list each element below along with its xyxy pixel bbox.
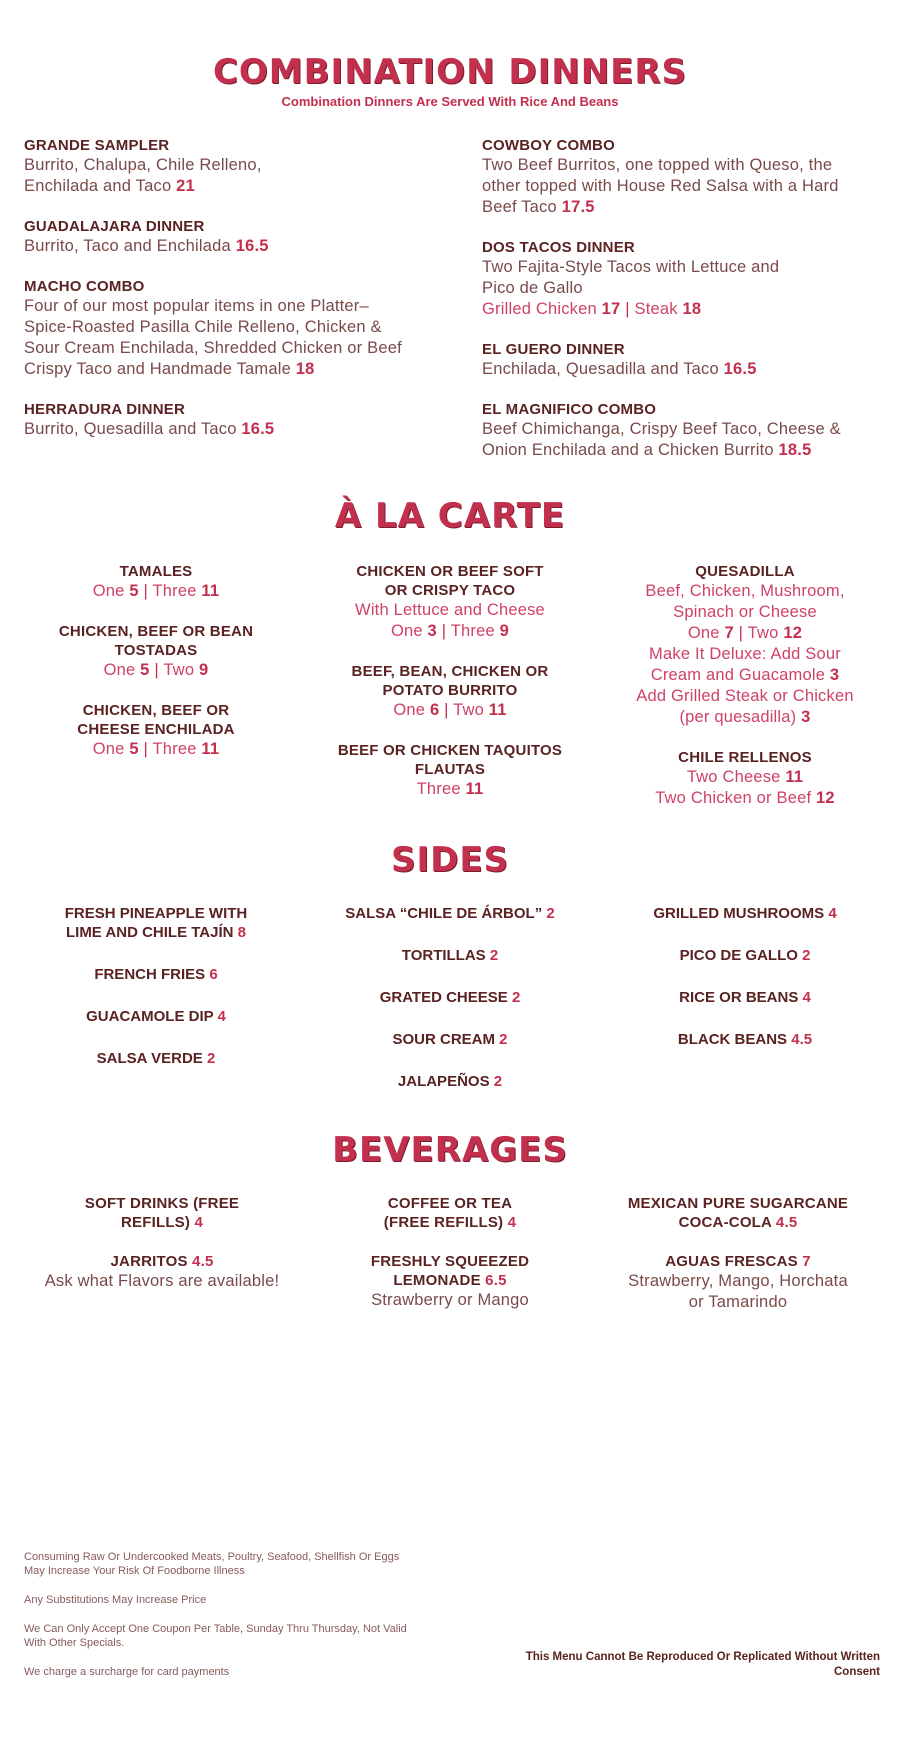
alacarte-column-1 [16, 562, 296, 780]
side-item: SALSA VERDE 2 [96, 1050, 216, 1067]
side-item: GUACAMOLE DIP 4 [86, 1008, 226, 1025]
menu-item: EL GUERO DINNER Enchilada, Quesadilla and Taco 16.5 [482, 341, 757, 378]
menu-item: MACHO COMBO Four of our most popular items in one Platter– Spice-Roasted Pasilla Chile Relleno, Chicken & Sour Cream Enchilada, Shredded Chicken or Beef Crispy Taco and Handmade Tamale 18 [24, 278, 402, 378]
menu-item: GRANDE SAMPLER Burrito, Chalupa, Chile Relleno, Enchilada and Taco 21 [24, 137, 262, 195]
sides-column-3 [605, 904, 885, 1072]
menu-item: TAMALES One 5 | Three 11 [92, 563, 220, 600]
beverage-item: AGUAS FRESCAS 7 Strawberry, Mango, Horchata or Tamarindo [628, 1253, 848, 1311]
sides-title: SIDES [390, 840, 510, 880]
side-item: SOUR CREAM 2 [392, 1031, 508, 1048]
copyright-notice: This Menu Cannot Be Reproduced Or Replicated Without Written Consent [525, 1651, 880, 1678]
side-item: FRESH PINEAPPLE WITH LIME AND CHILE TAJÍN 8 [64, 905, 248, 941]
combination-right-column [482, 136, 882, 481]
menu-item: CHICKEN, BEEF OR CHEESE ENCHILADA One 5 | Three 11 [77, 702, 235, 758]
beverage-item: FRESHLY SQUEEZED LEMONADE 6.5 Strawberry or Mango [370, 1253, 530, 1309]
menu-item: COWBOY COMBO Two Beef Burritos, one topped with Queso, the other topped with House Red Salsa with a Hard Beef Taco 17.5 [482, 137, 839, 216]
alacarte-column-2 [310, 562, 590, 820]
beverage-item: SOFT DRINKS (FREE REFILLS) 4 [84, 1195, 240, 1231]
combination-left-column [24, 136, 424, 460]
side-item: GRATED CHEESE 2 [379, 989, 521, 1006]
surcharge-notice: We charge a surcharge for card payments [24, 1666, 230, 1678]
menu-item: DOS TACOS DINNER Two Fajita-Style Tacos with Lettuce and Pico de Gallo Grilled Chicken 17 | Steak 18 [482, 239, 780, 318]
beverages-column-1 [22, 1194, 302, 1312]
alacarte-column-3 [605, 562, 885, 829]
sides-column-2 [310, 904, 590, 1114]
menu-item: BEEF, BEAN, CHICKEN OR POTATO BURRITO One 6 | Two 11 [351, 663, 549, 719]
menu-item: GUADALAJARA DINNER Burrito, Taco and Enchilada 16.5 [24, 218, 269, 255]
beverages-title: BEVERAGES [332, 1130, 568, 1170]
menu-item: QUESADILLA Beef, Chicken, Mushroom, Spinach or Cheese One 7 | Two 12 Make It Deluxe: Add Sour Cream and Guacamole 3 Add Grilled Steak or Chicken (per quesadilla) 3 [636, 563, 854, 726]
beverage-item: COFFEE OR TEA (FREE REFILLS) 4 [383, 1195, 517, 1231]
side-item: RICE OR BEANS 4 [679, 989, 811, 1006]
beverages-column-2 [310, 1194, 590, 1331]
menu-item: BEEF OR CHICKEN TAQUITOS FLAUTAS Three 11 [337, 742, 563, 798]
footer-notes [24, 1550, 464, 1694]
beverages-column-3 [598, 1194, 878, 1333]
side-item: SALSA “CHILE DE ÁRBOL” 2 [345, 905, 555, 922]
substitution-notice: Any Substitutions May Increase Price [24, 1594, 207, 1606]
sides-column-1 [16, 904, 296, 1091]
alacarte-title: À LA CARTE [334, 496, 566, 536]
combination-title: COMBINATION DINNERS [212, 52, 688, 92]
side-item: JALAPEÑOS 2 [397, 1073, 503, 1090]
beverage-item: MEXICAN PURE SUGARCANE COCA-COLA 4.5 [627, 1195, 849, 1231]
menu-item: CHICKEN OR BEEF SOFT OR CRISPY TACO With Lettuce and Cheese One 3 | Three 9 [355, 563, 545, 640]
menu-item: EL MAGNIFICO COMBO Beef Chimichanga, Crispy Beef Taco, Cheese & Onion Enchilada and a Chicken Burrito 18.5 [482, 401, 841, 459]
side-item: PICO DE GALLO 2 [679, 947, 811, 964]
side-item: GRILLED MUSHROOMS 4 [653, 905, 837, 922]
foodborne-notice: Consuming Raw Or Undercooked Meats, Poultry, Seafood, Shellfish Or Eggs May Increase Your Risk Of Foodborne Illness [24, 1551, 400, 1577]
beverage-item: JARRITOS 4.5 Ask what Flavors are available! [44, 1253, 280, 1290]
side-item: FRENCH FRIES 6 [94, 966, 218, 983]
side-item: BLACK BEANS 4.5 [677, 1031, 813, 1048]
combination-subtitle: Combination Dinners Are Served With Rice And Beans [281, 94, 619, 109]
menu-item: CHICKEN, BEEF OR BEAN TOSTADAS One 5 | Two 9 [58, 623, 254, 679]
side-item: TORTILLAS 2 [401, 947, 499, 964]
menu-item: CHILE RELLENOS Two Cheese 11 Two Chicken or Beef 12 [655, 749, 835, 807]
menu-item: HERRADURA DINNER Burrito, Quesadilla and Taco 16.5 [24, 401, 275, 438]
coupon-notice: We Can Only Accept One Coupon Per Table, Sunday Thru Thursday, Not Valid With Other Specials. [24, 1623, 407, 1649]
